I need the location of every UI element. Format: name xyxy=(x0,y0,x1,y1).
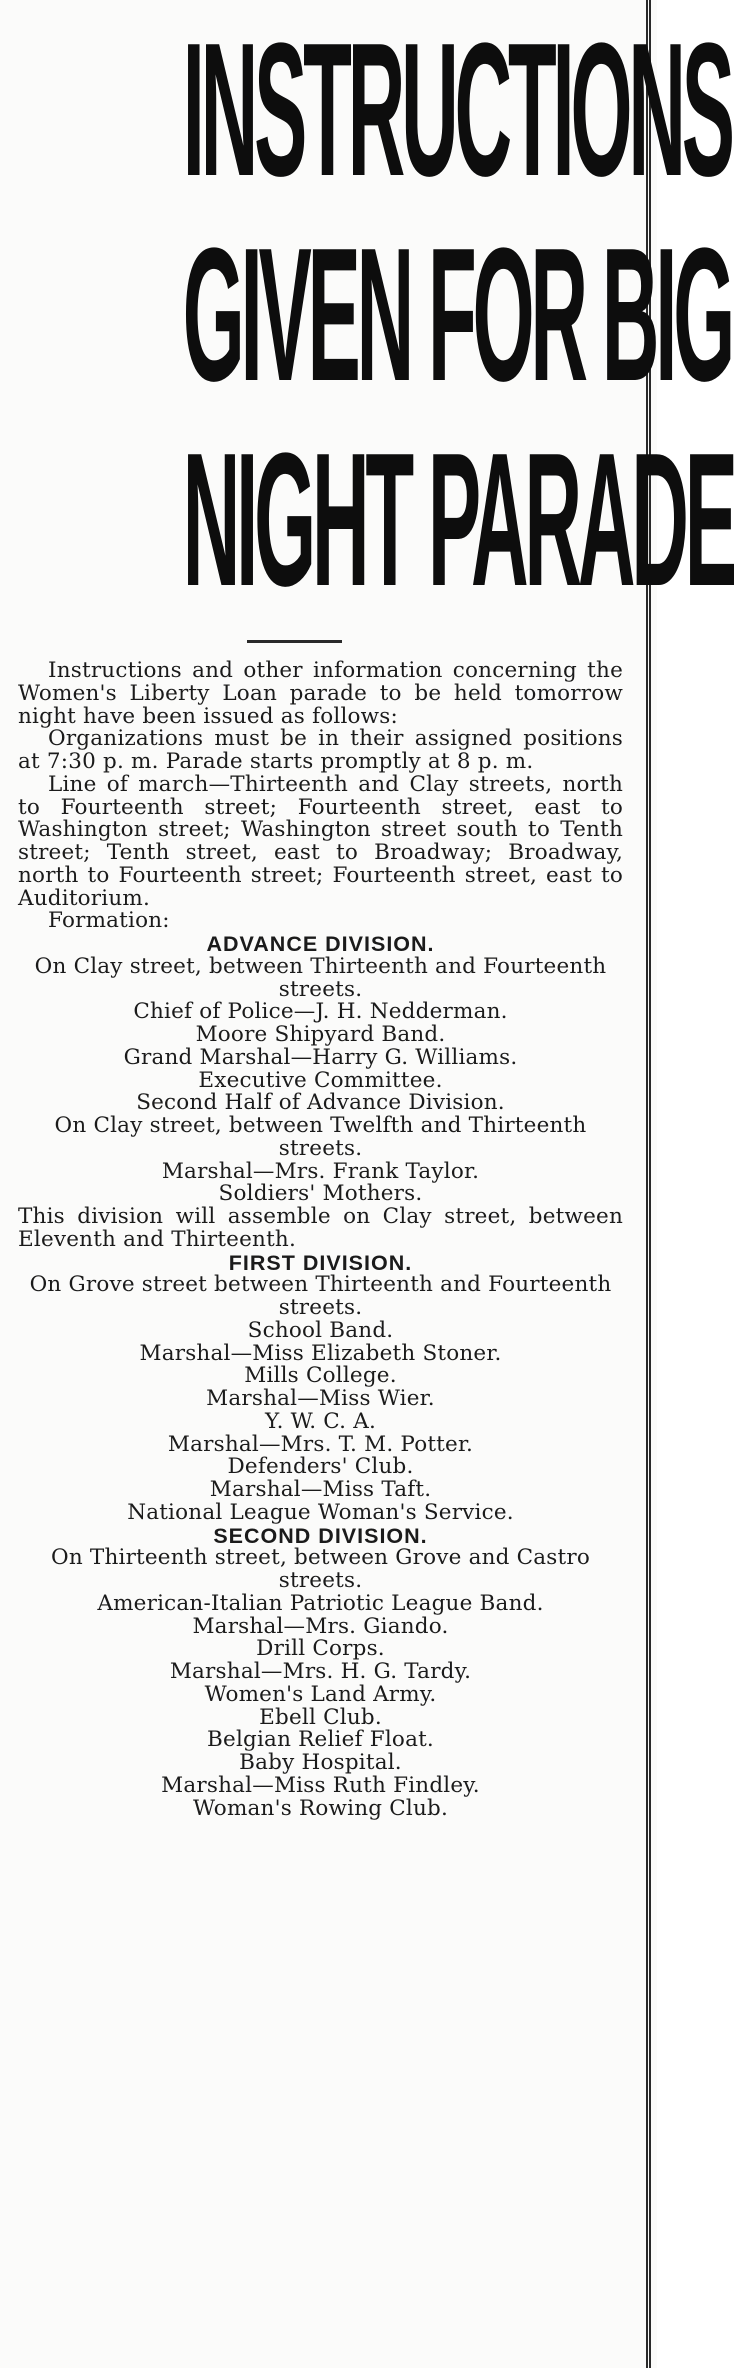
first-division-heading: FIRST DIVISION. xyxy=(228,1250,413,1275)
line-of-march-paragraph: Line of march—Thirteenth and Clay streets, north to Fourteenth street; Fourteenth street, east to Washington street; Washington street south to Tenth street; Tenth street, east to Broadway; Broadway, north to Fourteenth street; Fourteenth street, east to Auditorium. xyxy=(18,771,623,911)
second-half-location: On Clay street, between Twelfth and Thirteenth streets. xyxy=(54,1113,587,1161)
headline-line-3: NIGHT PARADE xyxy=(182,414,734,626)
first-division-location: On Grove street between Thirteenth and Fourteenth streets. xyxy=(29,1272,612,1320)
advance-division-heading: ADVANCE DIVISION. xyxy=(206,932,435,956)
second-division-location: On Thirteenth street, between Grove and Castro streets. xyxy=(51,1545,590,1593)
second-half-item: Marshal—Mrs. Frank Taylor. xyxy=(161,1158,480,1184)
advance-division-location: On Clay street, between Thirteenth and Fourteenth streets. xyxy=(34,953,607,1002)
first-division-item: Marshal—Miss Elizabeth Stoner. xyxy=(139,1340,502,1366)
first-division-item: Marshal—Miss Taft. xyxy=(209,1477,432,1502)
second-half-note: This division will assemble on Clay street, between Eleventh and Thirteenth. xyxy=(18,1204,623,1252)
first-division-item: Defenders' Club. xyxy=(227,1454,414,1480)
advance-division-item: Executive Committee. xyxy=(198,1067,443,1093)
formation-label: Formation: xyxy=(48,908,170,934)
headline-line-2: GIVEN FOR BIG xyxy=(182,209,732,421)
intro-paragraph: Instructions and other information concerning the Women's Liberty Loan parade to be held tomorrow night have been issued as follows: xyxy=(18,658,623,729)
headline-separator xyxy=(247,640,342,643)
first-division-item: Mills College. xyxy=(244,1363,397,1389)
first-division-item: National League Woman's Service. xyxy=(127,1499,514,1525)
second-division-item: American-Italian Patriotic League Band. xyxy=(97,1590,544,1616)
first-division-item: Marshal—Miss Wier. xyxy=(206,1386,435,1411)
second-division-item: Baby Hospital. xyxy=(239,1750,402,1775)
second-division-item: Belgian Relief Float. xyxy=(207,1727,434,1753)
first-division-item: School Band. xyxy=(247,1317,394,1343)
second-division-item: Women's Land Army. xyxy=(204,1681,437,1707)
second-division-item: Marshal—Mrs. Giando. xyxy=(192,1613,449,1639)
second-division-item: Woman's Rowing Club. xyxy=(192,1795,449,1821)
organizations-paragraph: Organizations must be in their assigned positions at 7:30 p. m. Parade starts promptly at 8 p. m. xyxy=(18,726,623,774)
advance-division-item: Moore Shipyard Band. xyxy=(195,1022,446,1047)
headline xyxy=(0,4,734,626)
second-division-item: Drill Corps. xyxy=(256,1636,385,1662)
second-division-item: Marshal—Miss Ruth Findley. xyxy=(161,1772,480,1798)
first-division-item: Y. W. C. A. xyxy=(264,1408,376,1434)
first-division-item: Marshal—Mrs. T. M. Potter. xyxy=(167,1431,474,1457)
second-division-item: Marshal—Mrs. H. G. Tardy. xyxy=(169,1659,472,1684)
second-division-heading: SECOND DIVISION. xyxy=(213,1523,428,1548)
second-half-item: Soldiers' Mothers. xyxy=(218,1181,423,1207)
article-body xyxy=(18,660,623,1820)
advance-division-item: Grand Marshal—Harry G. Williams. xyxy=(123,1044,518,1070)
headline-line-1: INSTRUCTIONS xyxy=(182,4,731,216)
advance-division-item: Chief of Police—J. H. Nedderman. xyxy=(133,999,508,1025)
second-division-item: Ebell Club. xyxy=(259,1704,382,1730)
second-half-heading: Second Half of Advance Division. xyxy=(136,1090,505,1116)
